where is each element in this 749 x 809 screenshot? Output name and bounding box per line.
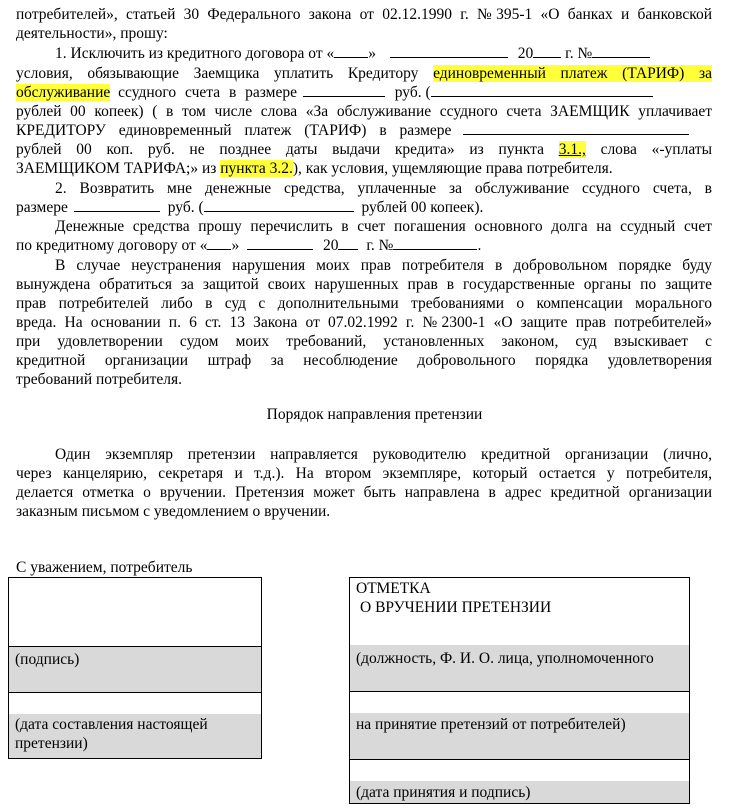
- item2-line-1: 2. Возвратить мне денежные средства, уплаченные за обслуживание ссудного счета, в: [55, 180, 712, 197]
- signature-label: (подпись): [15, 651, 80, 668]
- procedure-line-4: заказным письмом с уведомлением о вручении.: [16, 503, 331, 520]
- violation-line-3: прав потребителей либо в суд с дополнительными требованиями о компенсации морального: [16, 295, 712, 312]
- intro-line-2: деятельности», прошу:: [16, 25, 168, 42]
- item1-line-4: рублей 00 копеек) ( в том числе слова «За обслуживание ссудного счета ЗАЕМЩИК уплачивает: [16, 103, 712, 120]
- item1-line-2: условия, обязывающие Заемщика уплатить Кредитору единовременный платеж (ТАРИФ) за: [16, 65, 712, 82]
- position-label-1: (должность, Ф. И. О. лица, уполномоченного: [356, 650, 654, 667]
- signature-box: [8, 577, 262, 759]
- procedure-line-2: через канцелярию, секретаря и т.д.). На втором экземпляре, который остается у потребителя,: [16, 465, 712, 482]
- closing-line: С уважением, потребитель: [16, 559, 193, 576]
- position-label-2: на принятие претензий от потребителей): [356, 716, 626, 733]
- item2-line-2: размере руб. ( рублей 00 копеек).: [16, 199, 484, 216]
- highlight-fee: единовременный платеж (ТАРИФ) за: [433, 65, 712, 82]
- date-sign-cell: [350, 781, 689, 803]
- signature-line-blank[interactable]: [9, 692, 261, 714]
- delivery-title-1: ОТМЕТКА: [356, 580, 431, 597]
- signature-cell: [9, 646, 261, 692]
- date-label-1: (дата составления настоящей: [15, 716, 208, 733]
- violation-line-2: вынуждена обратиться за защитой своих нарушенных прав в государственные органы по защите: [16, 276, 712, 293]
- item1-line-7: ЗАЕМЩИКОМ ТАРИФА;» из пункта 3.2.), как условия, ущемляющие права потребителя.: [16, 160, 613, 177]
- highlight-clause-3-2: пункта 3.2.: [220, 160, 293, 177]
- date-label-2: претензии): [15, 735, 88, 752]
- violation-line-5: при удовлетворении судом моих требований, установленных законом, суд взыскивает с: [16, 333, 712, 350]
- violation-line-1: В случае неустранения нарушения моих прав потребителя в добровольном порядке буду: [55, 257, 712, 274]
- violation-line-4: вреда. На основании п. 6 ст. 13 Закона от 07.02.1992 г. №2300-1 «О защите прав потребителей»: [16, 314, 712, 331]
- violation-line-7: требований потребителя.: [16, 371, 182, 388]
- transfer-line-2: по кредитному договору от « » 20 г. № .: [16, 237, 482, 254]
- transfer-line-1: Денежные средства прошу перечислить в счет погашения основного долга на ссудный счет: [55, 218, 712, 235]
- date-cell: [9, 714, 261, 758]
- intro-line-1: потребителей», статьей 30 Федерального закона от 02.12.1990 г. №395-1 «О банках и банковской: [16, 6, 712, 23]
- highlight-service: обслуживание: [16, 84, 111, 101]
- highlight-clause-3-1: 3.1.,: [558, 141, 586, 158]
- item1-line-5: КРЕДИТОРУ единовременный платеж (ТАРИФ) в размере: [16, 121, 712, 140]
- position-cell-2: [350, 713, 689, 759]
- procedure-title: Порядок направления претензии: [266, 406, 483, 423]
- procedure-line-1: Один экземпляр претензии направляется руководителю кредитной организации (лично,: [55, 446, 712, 463]
- item1-line-6: рублей 00 коп. руб. не позднее даты выдачи кредита» из пункта 3.1., слова «-уплаты: [16, 141, 713, 158]
- position-cell: [350, 645, 689, 691]
- date-sign-label: (дата принятия и подпись): [356, 784, 531, 801]
- procedure-line-3: делается отметка о вручении. Претензия может быть направлена в адрес кредитной организации: [16, 484, 712, 501]
- item1-line-3: обслуживание ссудного счета в размере руб. (: [16, 83, 712, 102]
- delivery-mark-box: [349, 577, 690, 804]
- item1-line-1: 1. Исключить из кредитного договора от « » 20 г. №: [55, 44, 712, 63]
- date-sign-line-blank[interactable]: [350, 759, 689, 781]
- violation-line-6: кредитной организации штраф за несоблюдение добровольного порядка удовлетворения: [16, 352, 712, 369]
- delivery-title: [350, 579, 689, 645]
- delivery-title-2: О ВРУЧЕНИИ ПРЕТЕНЗИИ: [360, 599, 552, 616]
- position-line-blank[interactable]: [350, 691, 689, 713]
